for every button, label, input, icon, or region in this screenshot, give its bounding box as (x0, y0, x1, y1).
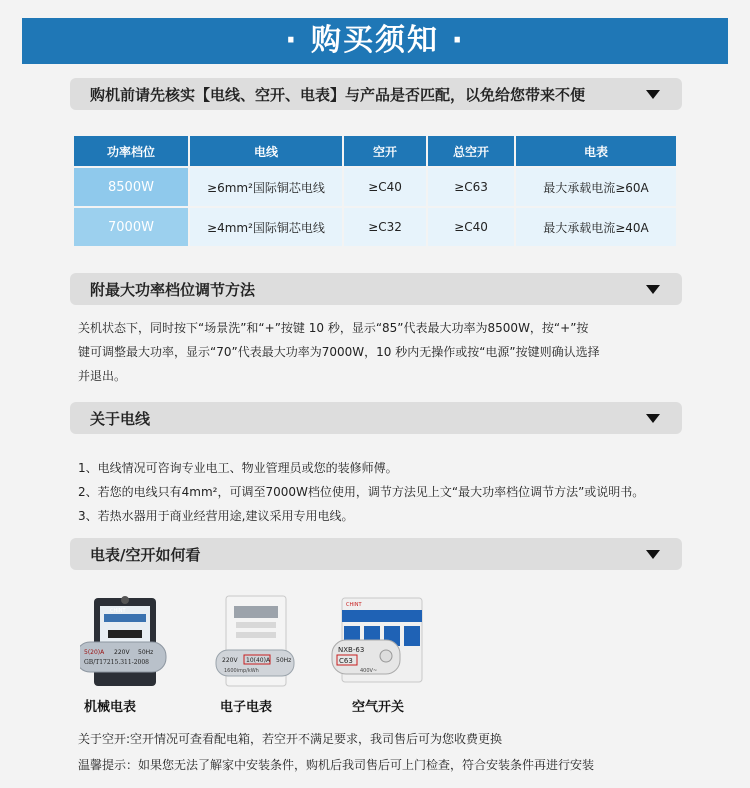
section-meter-label: 电表/空开如何看 (90, 545, 201, 564)
svg-text:220V: 220V (222, 657, 238, 664)
th-meter: 电表 (516, 136, 676, 166)
electronic-meter-caption: 电子电表 (220, 700, 273, 715)
th-power: 功率档位 (74, 136, 188, 166)
section-match[interactable] (70, 78, 682, 110)
cell-wire: ≥4mm²国际铜芯电线 (190, 206, 342, 246)
text-line: 键可调整最大功率，显示“70”代表最大功率为7000W，10 秒内无操作或按“电源”按键则确认选择 (78, 345, 600, 359)
cell-power: 7000W (74, 206, 188, 246)
section-max-power[interactable] (70, 273, 682, 305)
svg-text:50Hz: 50Hz (138, 649, 154, 656)
spec-table (72, 136, 678, 246)
wire-text (78, 456, 678, 528)
cell-main-breaker: ≥C40 (428, 206, 514, 246)
table-row (74, 206, 676, 246)
chevron-down-icon (646, 550, 660, 559)
text-line: 3、若热水器用于商业经营用途,建议采用专用电线。 (78, 509, 354, 523)
svg-text:400V~: 400V~ (360, 668, 378, 674)
svg-text:1600imp/kWh: 1600imp/kWh (224, 668, 259, 674)
text-line: 关机状态下，同时按下“场景洗”和“+”按键 10 秒，显示“85”代表最大功率为8500W，按“+”按 (78, 321, 589, 335)
cell-breaker: ≥C32 (344, 206, 426, 246)
svg-text:CHINT: CHINT (346, 602, 362, 608)
banner (22, 18, 728, 64)
th-main-breaker: 总空开 (428, 136, 514, 166)
cell-meter: 最大承载电流≥60A (516, 166, 676, 206)
section-max-power-label: 附最大功率档位调节方法 (90, 280, 256, 299)
text-line: 1、电线情况可咨询专业电工、物业管理员或您的装修师傅。 (78, 461, 398, 475)
electronic-meter-icon (214, 592, 304, 692)
svg-text:C63: C63 (339, 657, 353, 665)
electronic-meter (214, 592, 304, 715)
th-wire: 电线 (190, 136, 342, 166)
breaker-note: 关于空开:空开情况可查看配电箱，若空开不满足要求，我司售后可为您收费更换 (78, 732, 503, 746)
chevron-down-icon (646, 414, 660, 423)
svg-text:220V: 220V (114, 649, 130, 656)
section-wire[interactable] (70, 402, 682, 434)
meter-images (80, 592, 440, 717)
table-row (74, 166, 676, 206)
breaker-caption: 空气开关 (352, 700, 405, 715)
section-match-label: 购机前请先核实【电线、空开、电表】与产品是否匹配，以免给您带来不便 (90, 85, 586, 104)
text-line: 2、若您的电线只有4mm²，可调至7000W档位使用，调节方法见上文“最大功率档位调节方法”或说明书。 (78, 485, 645, 499)
banner-title: · 购买须知 · (285, 23, 465, 58)
text-line: 并退出。 (78, 369, 127, 383)
chevron-down-icon (646, 90, 660, 99)
cell-power: 8500W (74, 166, 188, 206)
svg-text:CHINT: CHINT (110, 608, 126, 614)
svg-text:GB/T17215.311-2008: GB/T17215.311-2008 (84, 659, 149, 666)
svg-text:NXB-63: NXB-63 (338, 646, 365, 654)
cell-breaker: ≥C40 (344, 166, 426, 206)
svg-text:50Hz: 50Hz (276, 657, 292, 664)
cell-wire: ≥6mm²国际铜芯电线 (190, 166, 342, 206)
svg-text:10(40)A: 10(40)A (246, 657, 271, 664)
table-header-row (74, 136, 676, 166)
cell-meter: 最大承载电流≥40A (516, 206, 676, 246)
chevron-down-icon (646, 285, 660, 294)
mechanical-meter-icon (80, 592, 180, 692)
th-breaker: 空开 (344, 136, 426, 166)
section-meter[interactable] (70, 538, 682, 570)
install-tip: 温馨提示：如果您无法了解家中安装条件，购机后我司售后可上门检查，符合安装条件再进行安装 (78, 758, 595, 772)
breaker-icon (330, 592, 430, 692)
mechanical-meter (80, 592, 180, 715)
svg-text:5(20)A: 5(20)A (84, 649, 105, 656)
section-wire-label: 关于电线 (90, 409, 151, 428)
breaker (330, 592, 430, 715)
mechanical-meter-caption: 机械电表 (84, 700, 137, 715)
cell-main-breaker: ≥C63 (428, 166, 514, 206)
max-power-text (78, 316, 678, 388)
